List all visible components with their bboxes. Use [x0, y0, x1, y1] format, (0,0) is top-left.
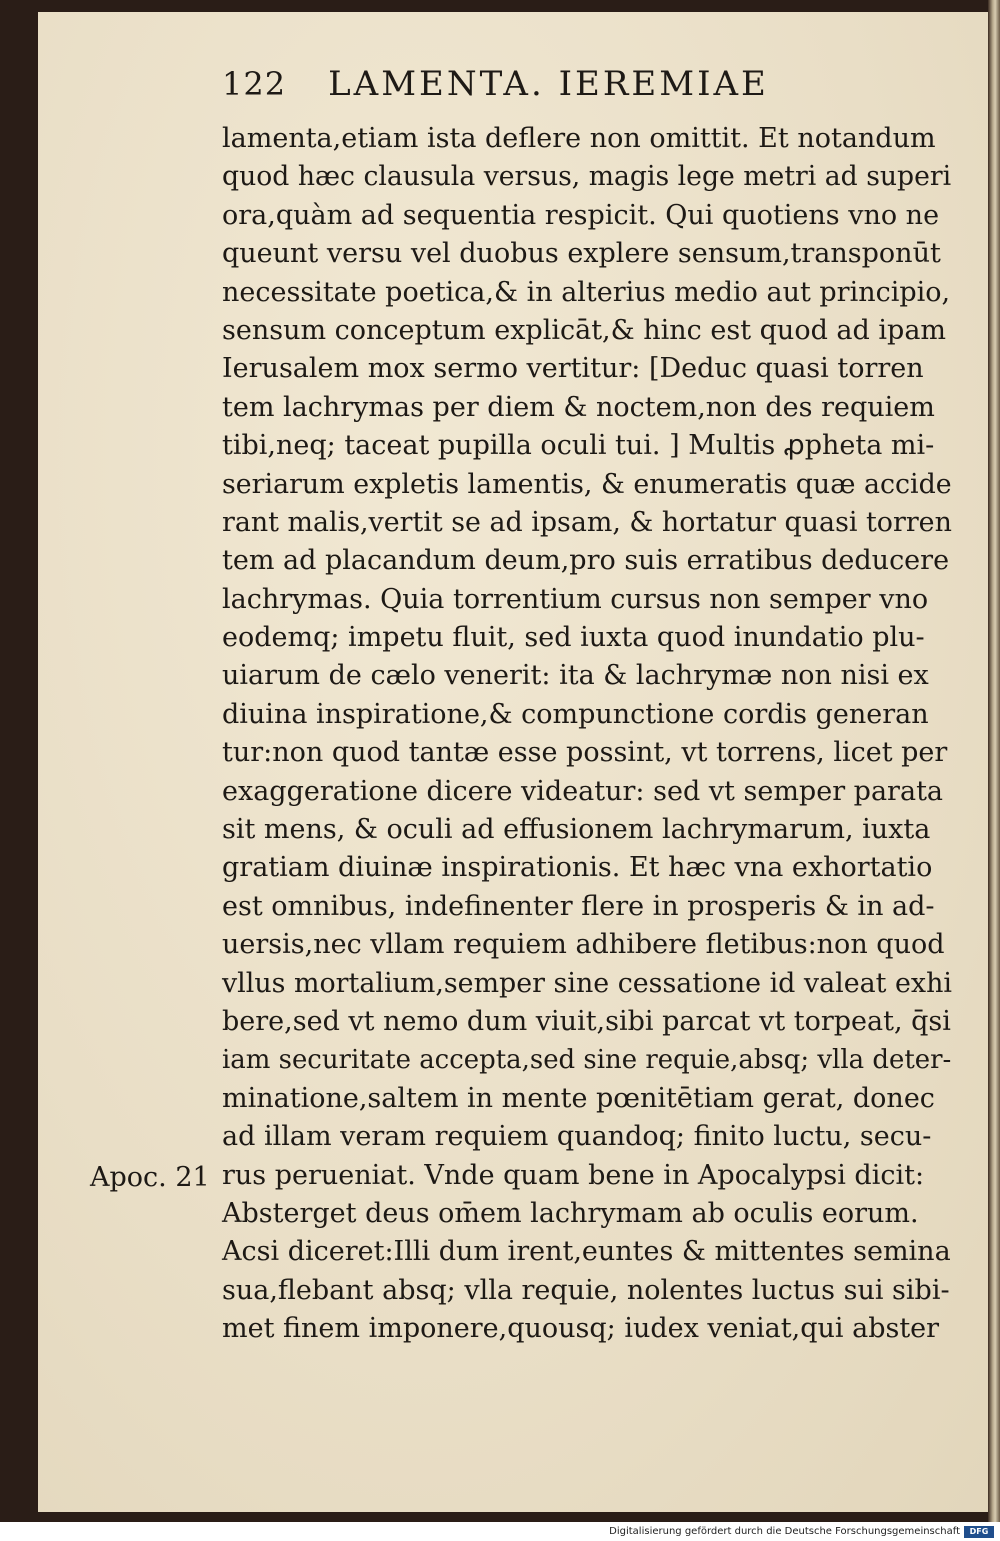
text-line: exaggeratione dicere videatur: sed vt semper parata	[222, 775, 944, 807]
text-line: minatione,saltem in mente pœnitētiam gerat, donec	[222, 1082, 935, 1114]
dfg-logo: DFG	[964, 1526, 994, 1538]
text-line: gratiam diuinæ inspirationis. Et hæc vna exhortatio	[222, 852, 933, 884]
footer-credit: Digitalisierung gefördert durch die Deutsche Forschungsgemeinschaft	[609, 1526, 960, 1537]
text-line: Acsi diceret:Illi dum irent,euntes & mittentes semina	[222, 1236, 951, 1268]
text-line: Ierusalem mox sermo vertitur: [Deduc quasi torren	[222, 353, 924, 385]
text-line: ad illam veram requiem quandoq; finito luctu, secu-	[222, 1121, 932, 1153]
text-line: tem ad placandum deum,pro suis erratibus deducere	[222, 545, 950, 577]
text-line: tem lachrymas per diem & noctem,non des requiem	[222, 391, 935, 423]
text-line: uersis,nec vllam requiem adhibere fletibus:non quod	[222, 929, 945, 961]
text-line: met finem imponere,quousq; iudex veniat,qui abster	[222, 1313, 940, 1345]
text-line: est omnibus, indefinenter flere in prosperis & in ad-	[222, 890, 935, 922]
text-line: vllus mortalium,semper sine cessatione id valeat exhi	[222, 967, 952, 999]
text-line: diuina inspiratione,& compunctione cordis generan	[222, 698, 929, 730]
text-line: sua,flebant absq; vlla requie, nolentes luctus sui sibi-	[222, 1274, 950, 1306]
text-line: quod hæc clausula versus, magis lege metri ad superi	[222, 161, 952, 193]
text-line: tibi,neq; taceat pupilla oculi tui. ] Multis ꝓpheta mi-	[222, 430, 935, 462]
running-head	[222, 64, 862, 110]
text-line: lachrymas. Quia torrentium cursus non semper vno	[222, 583, 929, 615]
page-number: 122	[222, 65, 287, 103]
text-line: uiarum de cælo venerit: ita & lachrymæ non nisi ex	[222, 660, 929, 692]
footer-bar	[0, 1522, 1000, 1541]
text-line: rus perueniat. Vnde quam bene in Apocalypsi dicit:	[222, 1159, 925, 1191]
text-line: sensum conceptum explicāt,& hinc est quod ad ipam	[222, 314, 947, 346]
text-line: iam securitate accepta,sed sine requie,absq; vlla deter-	[222, 1045, 952, 1076]
text-line: eodemq; impetu fluit, sed iuxta quod inundatio plu-	[222, 622, 925, 654]
body-text	[222, 120, 952, 1349]
margin-note: Apoc. 21	[90, 1162, 210, 1193]
text-line: Absterget deus om̄em lachrymam ab oculis eorum.	[222, 1197, 919, 1229]
text-line: lamenta,etiam ista deflere non omittit. Et notandum	[222, 123, 936, 154]
text-line: necessitate poetica,& in alterius medio aut principio,	[222, 276, 951, 308]
text-line: seriarum expletis lamentis, & enumeratis quæ accide	[222, 468, 952, 500]
text-line: bere,sed vt nemo dum viuit,sibi parcat vt torpeat, q̄si	[222, 1005, 951, 1037]
running-title: LAMENTA. IEREMIAE	[328, 64, 769, 104]
text-line: rant malis,vertit se ad ipsam, & hortatur quasi torren	[222, 506, 952, 538]
text-line: tur:non quod tantæ esse possint, vt torrens, licet per	[222, 737, 948, 769]
book-spine-edge	[988, 0, 1000, 1522]
text-line: queunt versu vel duobus explere sensum,transponūt	[222, 238, 941, 270]
text-line: sit mens, & oculi ad effusionem lachrymarum, iuxta	[222, 814, 931, 846]
text-line: ora,quàm ad sequentia respicit. Qui quotiens vno ne	[222, 199, 940, 231]
